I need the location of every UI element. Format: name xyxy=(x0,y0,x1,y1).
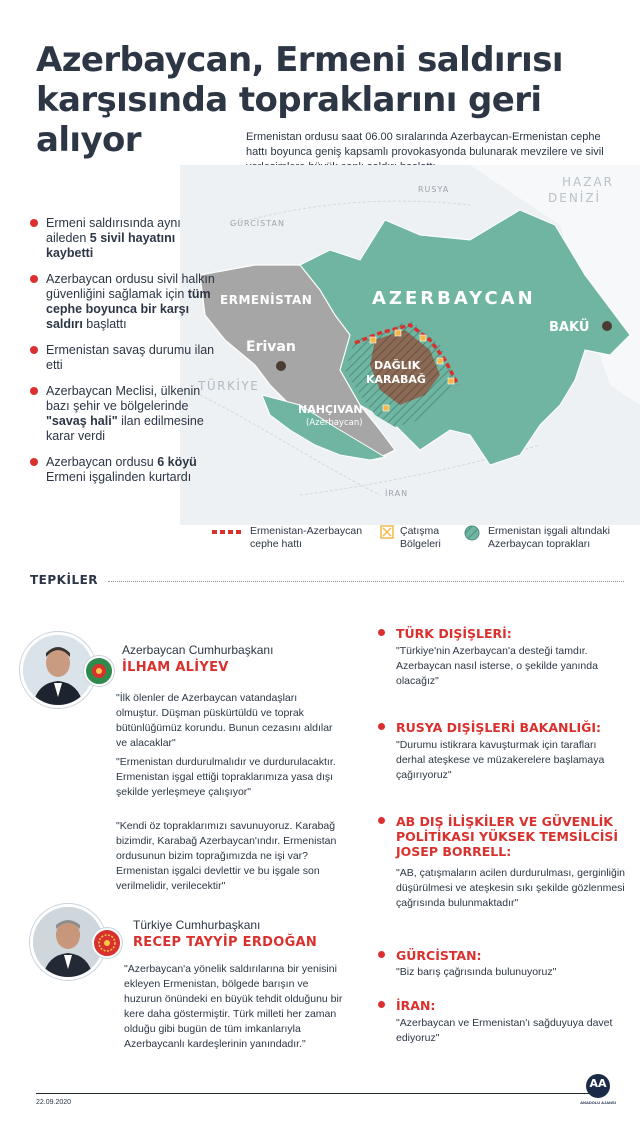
azerbaijan-emblem-icon xyxy=(84,656,114,686)
reaction-bullet xyxy=(378,1001,385,1008)
reaction-iran-text: "Azerbaycan ve Ermenistan'ı sağduyuya davet ediyoruz" xyxy=(396,1017,613,1044)
bullet-dot xyxy=(30,219,38,227)
turkey-emblem-icon xyxy=(92,928,122,958)
label-turkiye: TÜRKİYE xyxy=(198,379,260,393)
footer-divider xyxy=(36,1093,592,1094)
bullet-dot xyxy=(30,346,38,354)
bullet-bold: 6 köyü xyxy=(157,455,197,469)
key-point xyxy=(30,384,220,444)
legend-conflict: Çatışma Bölgeleri xyxy=(400,525,441,550)
agency-name: ANADOLU AJANSI xyxy=(580,1100,616,1105)
bullet-text: Ermeni saldırısında aynı aileden xyxy=(46,216,181,245)
bullet-dot xyxy=(30,387,38,395)
erdogan-name: RECEP TAYYİP ERDOĞAN xyxy=(133,935,318,950)
section-divider xyxy=(108,581,624,582)
label-karabag: KARABAĞ xyxy=(366,373,426,386)
occupied-legend-icon xyxy=(464,525,480,541)
bullet-text: Azerbaycan Meclisi, ülkenin bazı şehir ve bölgelerinde xyxy=(46,384,201,413)
label-hazar: HAZAR xyxy=(562,175,614,189)
reaction-rusya-head: RUSYA DIŞİŞLERİ BAKANLIĞI: xyxy=(396,720,602,735)
reaction-gurcistan-head: GÜRCİSTAN: xyxy=(396,948,482,963)
label-nahcivan-sub: (Azerbaycan) xyxy=(306,418,363,428)
bullet-text-end: başlattı xyxy=(82,317,127,331)
label-baku: BAKÜ xyxy=(549,320,590,335)
reaction-turk-disisleri-head: TÜRK DIŞİŞLERİ: xyxy=(396,626,512,641)
reaction-ab-text: "AB, çatışmaların acilen durdurulması, gerginliğin düşürülmesi ve ateşkesin sıkı şekilde gözlenmesi çağrısında bulunmaktadır" xyxy=(396,867,626,909)
reaction-bullet xyxy=(378,951,385,958)
label-nahcivan: NAHÇIVAN xyxy=(298,403,363,416)
label-gurcistan: GÜRCİSTAN xyxy=(230,219,285,228)
key-point xyxy=(30,272,220,332)
label-ermenistan: ERMENİSTAN xyxy=(220,293,313,307)
bullet-text-end: Ermeni işgalinden kurtardı xyxy=(46,470,192,484)
conflict-legend-icon xyxy=(380,525,394,539)
anadolu-agency-logo xyxy=(578,1072,618,1112)
bullet-dot xyxy=(30,458,38,466)
label-denizi: DENİZİ xyxy=(548,191,602,205)
baku-dot xyxy=(602,321,612,331)
bullet-text: Azerbaycan ordusu sivil halkın güvenliğini sağlamak için xyxy=(46,272,215,301)
aliyev-quote-1: "İlk ölenler de Azerbaycan vatandaşları olmuştur. Düşman püskürtüldü ve toprak bütünlüğümüz korundu. Bunun cezasını aldılar ve alacaklar" xyxy=(116,692,333,749)
reaction-bullet xyxy=(378,629,385,636)
reaction-iran-head: İRAN: xyxy=(396,998,436,1013)
reaction-bullet xyxy=(378,817,385,824)
bullet-text: Azerbaycan ordusu xyxy=(46,455,158,469)
erivan-dot xyxy=(276,361,286,371)
key-point xyxy=(30,216,220,261)
label-iran: İRAN xyxy=(385,489,409,498)
bullet-dot xyxy=(30,275,38,283)
frontline-legend-icon xyxy=(212,529,244,535)
aliyev-quote-2: "Ermenistan durdurulmalıdır ve durdurulacaktır. Ermenistan işgal ettiği topraklarımıza yasa dışı şekilde yerleşmeye çalışıyor" xyxy=(116,756,336,798)
bullet-bold: 5 sivil hayatını kaybetti xyxy=(46,231,176,260)
key-points xyxy=(30,216,220,496)
page-title: Azerbaycan, Ermeni saldırısı karşısında topraklarını geri alıyor xyxy=(36,40,563,160)
aliyev-name: İLHAM ALİYEV xyxy=(122,660,229,675)
key-point xyxy=(30,343,220,373)
reaction-bullet xyxy=(378,723,385,730)
reaction-gurcistan-text: "Biz barış çağrısında bulunuyoruz" xyxy=(396,966,557,978)
erdogan-quote: "Azerbaycan'a yönelik saldırılarına bir yenisini ekleyen Ermenistan, bölgede barışın ve huzurun önündeki en büyük tehdit olduğunu bir kere daha göstermiştir. Türk milleti her zaman olduğu gibi bugün de tüm imkanlarıyla Azerbaycanlı kardeşlerinin yanındadır." xyxy=(124,963,343,1050)
legend-occupied: Ermenistan işgali altındaki Azerbaycan toprakları xyxy=(488,525,610,550)
aa-logo-text: AA xyxy=(589,1077,607,1090)
map-legend xyxy=(212,525,632,555)
bullet-text-end: ilan edilmesine karar verdi xyxy=(46,414,204,443)
erdogan-role: Türkiye Cumhurbaşkanı xyxy=(133,918,261,932)
aliyev-quote-3: "Kendi öz topraklarımızı savunuyoruz. Karabağ bizimdir, Karabağ Azerbaycan'ındır. Ermenistan ordusunun bizim toprağımızda ne işi var? Ermenistan işgalci devlettir ve bu işgale son verilmelidir, verilecektir" xyxy=(116,820,337,892)
reaction-turk-disisleri-text: "Türkiye'nin Azerbaycan'a desteği tamdır. Azerbaycan nasıl isterse, o şekilde yanında olacağız" xyxy=(396,645,598,687)
label-daglik: DAĞLIK xyxy=(374,359,421,372)
subtitle: Ermenistan ordusu saat 06.00 sıralarında Azerbaycan-Ermenistan cephe hattı boyunca geniş kapsamlı provokasyonda bulunarak mevzilere ve sivil xyxy=(246,131,604,158)
section-title: TEPKİLER xyxy=(30,573,99,587)
label-rusya: RUSYA xyxy=(418,185,450,194)
label-azerbaycan: AZERBAYCAN xyxy=(372,288,536,309)
reaction-rusya-text: "Durumu istikrara kavuşturmak için tarafları derhal ateşkese ve müzakerelere başlamaya çağırıyoruz" xyxy=(396,739,605,781)
person-icon xyxy=(23,635,93,705)
legend-frontline: Ermenistan-Azerbaycan cephe hattı xyxy=(250,525,363,550)
footer-date: 22.09.2020 xyxy=(36,1099,72,1106)
aliyev-role: Azerbaycan Cumhurbaşkanı xyxy=(122,643,274,657)
reaction-ab-head: AB DIŞ İLİŞKİLER VE GÜVENLİK POLİTİKASI YÜKSEK TEMSİLCİSİ JOSEP BORRELL: xyxy=(396,814,619,859)
bullet-bold: tüm cephe boyunca bir karşı saldırı xyxy=(46,287,211,331)
key-point xyxy=(30,455,220,485)
bullet-text: Ermenistan savaş durumu ilan etti xyxy=(46,343,215,372)
bullet-bold: "savaş hali" xyxy=(46,414,118,428)
label-erivan: Erivan xyxy=(246,339,296,355)
